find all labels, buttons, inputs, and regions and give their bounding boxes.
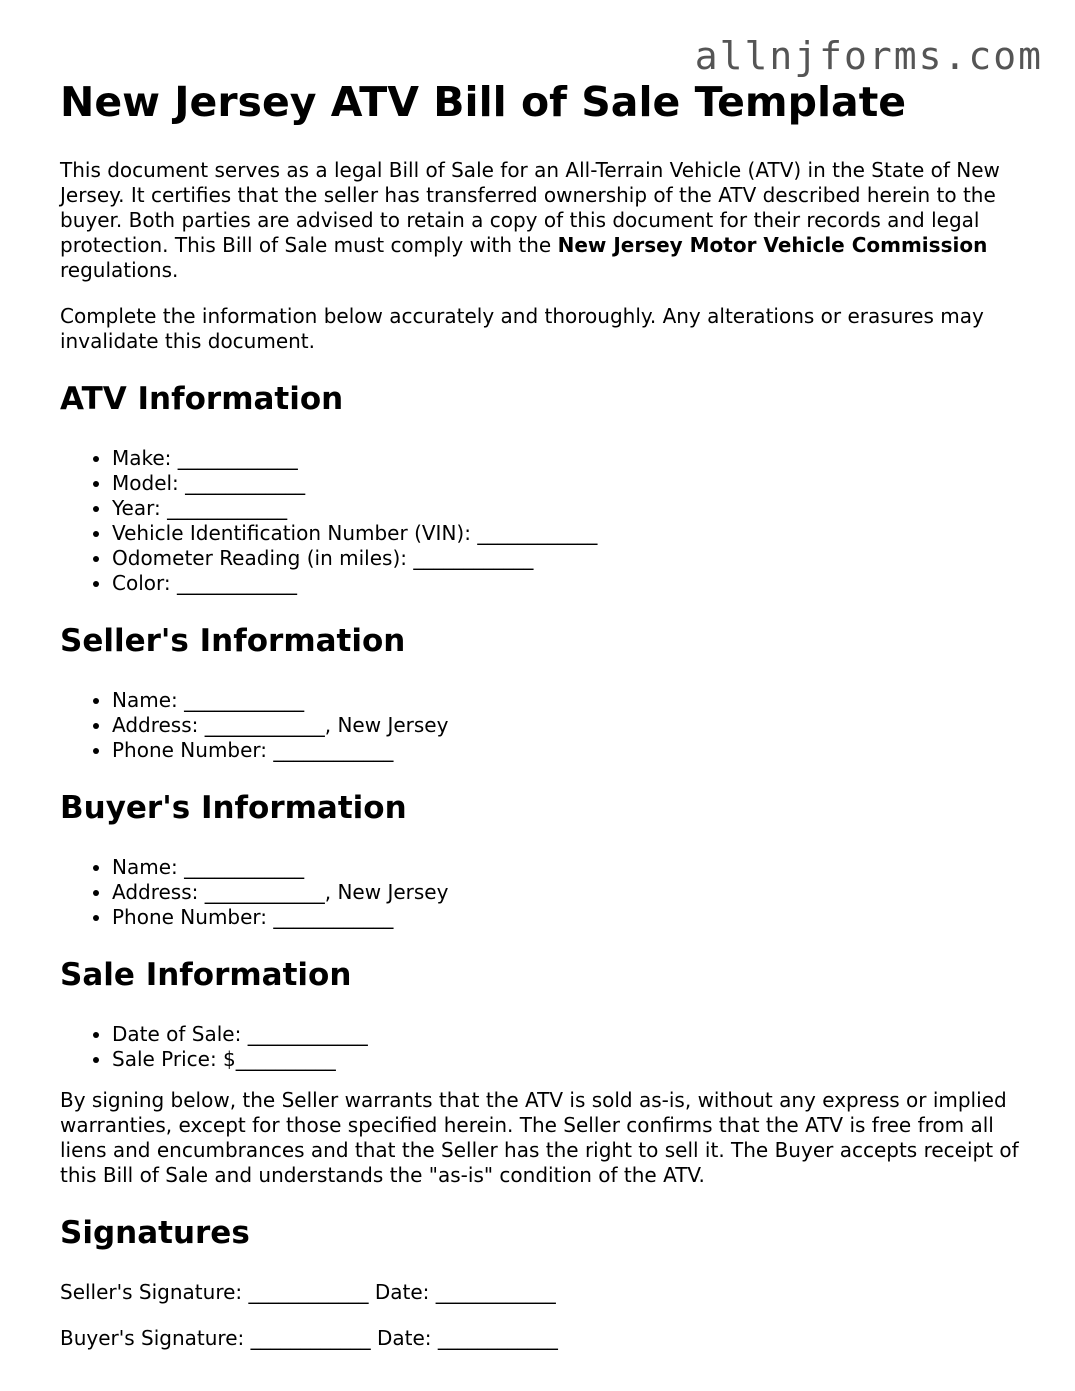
atv-year-field: • Year: ____________ xyxy=(112,496,1020,521)
seller-name-field: • Name: ____________ xyxy=(112,688,1020,713)
buyer-name-field: • Name: ____________ xyxy=(112,855,1020,880)
intro-text: This document serves as a legal Bill of Sale for an All-Terrain Vehicle (ATV) in the State of New Jersey. It certifies that the seller has transferred ownership of the ATV described herein to the buyer. Both parties are advised to retain a copy of this document for their records and legal protection. This Bill of Sale must comply with the xyxy=(60,158,1000,257)
seller-section-heading: Seller's Information xyxy=(60,623,406,659)
buyer-address-field: • Address: ____________, New Jersey xyxy=(112,880,1020,905)
warranty-paragraph: By signing below, the Seller warrants that the ATV is sold as-is, without any express or implied warranties, except for those specified herein. The Seller confirms that the ATV is free from all liens and encumbrances and that the Seller has the right to sell it. The Buyer accepts receipt of this Bill of Sale and understands the "as-is" condition of the ATV. xyxy=(60,1088,1019,1187)
buyer-section-heading: Buyer's Information xyxy=(60,790,407,826)
atv-vin-field: • Vehicle Identification Number (VIN): ____________ xyxy=(112,521,1020,546)
intro-bold-text: New Jersey Motor Vehicle Commission xyxy=(557,233,988,257)
sale-price-field: • Sale Price: $__________ xyxy=(112,1047,1020,1072)
atv-info-list xyxy=(60,446,1020,596)
sale-info-list xyxy=(60,1022,1020,1072)
intro-text-end: regulations. xyxy=(60,258,179,282)
document xyxy=(60,76,1020,1372)
intro-paragraph xyxy=(60,158,1020,283)
atv-make-field: • Make: ____________ xyxy=(112,446,1020,471)
atv-odometer-field: • Odometer Reading (in miles): ____________ xyxy=(112,546,1020,571)
instructions-paragraph: Complete the information below accurately and thoroughly. Any alterations or erasures may invalidate this document. xyxy=(60,304,984,353)
atv-model-field: • Model: ____________ xyxy=(112,471,1020,496)
seller-info-list xyxy=(60,688,1020,763)
buyer-phone-field: • Phone Number: ____________ xyxy=(112,905,1020,930)
sale-date-field: • Date of Sale: ____________ xyxy=(112,1022,1020,1047)
buyer-info-list xyxy=(60,855,1020,930)
watermark: allnjforms.com xyxy=(694,34,1043,78)
seller-address-field: • Address: ____________, New Jersey xyxy=(112,713,1020,738)
seller-signature-line: Seller's Signature: ____________ Date: ____________ xyxy=(60,1280,556,1304)
atv-section-heading: ATV Information xyxy=(60,381,344,417)
page-title: New Jersey ATV Bill of Sale Template xyxy=(60,78,907,126)
buyer-signature-line: Buyer's Signature: ____________ Date: ____________ xyxy=(60,1326,558,1350)
seller-phone-field: • Phone Number: ____________ xyxy=(112,738,1020,763)
sale-section-heading: Sale Information xyxy=(60,957,352,993)
signatures-section-heading: Signatures xyxy=(60,1215,250,1251)
atv-color-field: • Color: ____________ xyxy=(112,571,1020,596)
